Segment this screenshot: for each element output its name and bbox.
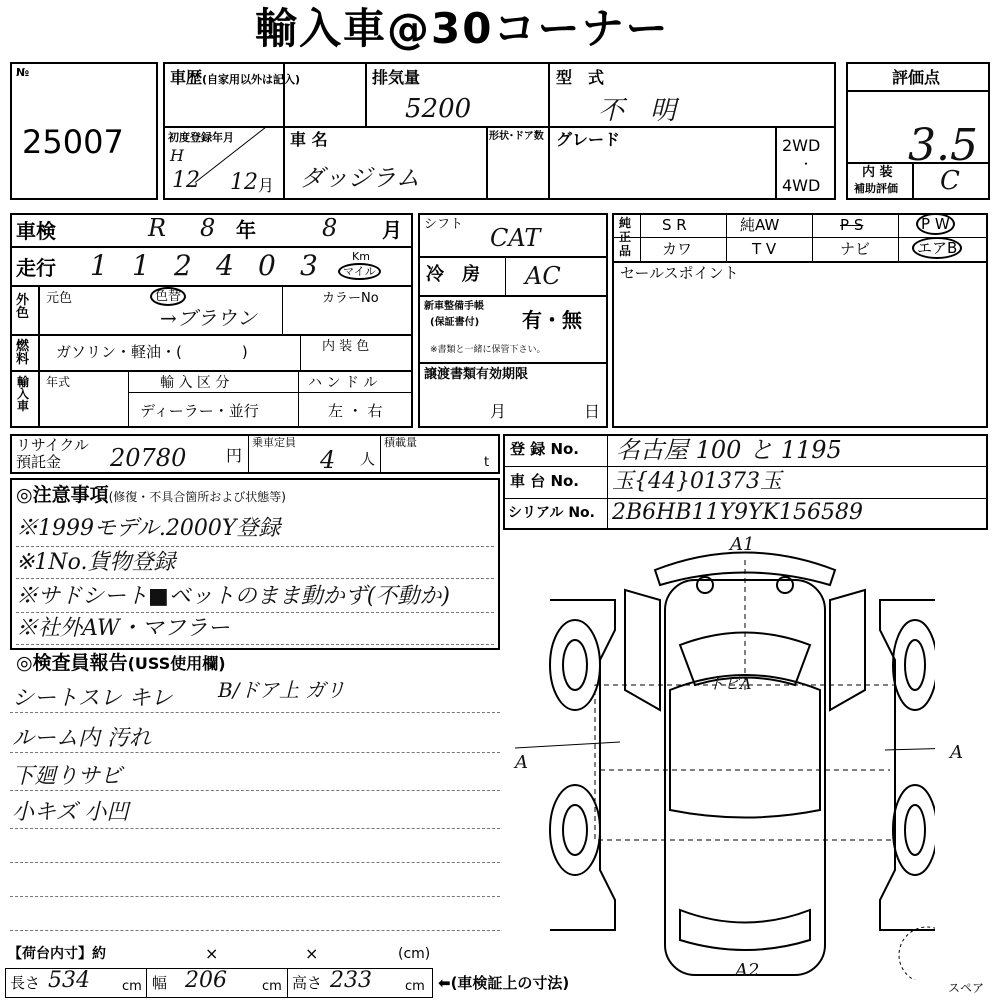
sales-point-label: セールスポイント [620, 264, 739, 282]
inspector-sub: (USS使用欄) [127, 654, 226, 673]
diagram-left-label: A [515, 752, 528, 773]
cargo-length-label: 長さ [10, 974, 41, 992]
manual-label1: 新車整備手帳 [424, 301, 484, 312]
equipment-tv: T V [752, 240, 777, 258]
history-label [170, 70, 300, 86]
equipment-sr: S R [662, 216, 687, 234]
lot-box [10, 62, 158, 200]
color-no-label: カラーNo [322, 291, 379, 306]
exterior-original: 元色 [46, 291, 73, 306]
drive-4wd: 4WD [782, 176, 821, 195]
mileage-digit: 1 [132, 249, 150, 282]
cargo-height-cm: cm [405, 979, 425, 994]
equipment-navi: ナビ [840, 240, 871, 258]
recycle-value: 20780 [110, 444, 187, 472]
note-line: ※1999モデル.2000Y登録 [16, 516, 281, 541]
manual-note: ※書類と一緒に保管下さい。 [430, 345, 546, 355]
inspection-label: 車検 [16, 219, 56, 243]
mileage-label: 走行 [16, 256, 56, 280]
handle-value: 左 ・ 右 [328, 402, 383, 420]
notes-title-text: ◎注意事項 [16, 484, 109, 506]
mileage-digit: 4 [216, 249, 234, 282]
equipment-ps: P S [840, 216, 864, 234]
grade-label: グレード [556, 130, 621, 149]
inspection-year: 8 [200, 214, 216, 242]
inspector-line: シートスレ キレ [12, 686, 173, 711]
note-line: ※サドシート■ベットのまま動かず(不動か) [16, 584, 450, 609]
diagram-front-label: A1 [730, 534, 755, 555]
inspection-month: 8 [322, 214, 338, 242]
car-name-value: ダッジラム [300, 164, 420, 192]
notes-sub: (修復・不具合箇所および状態等) [108, 490, 286, 504]
mileage-digit: 2 [174, 249, 192, 282]
equipment-airbag [912, 241, 962, 256]
load-unit: t [484, 455, 490, 470]
lot-no-label: № [16, 66, 30, 79]
inspection-era: R [148, 214, 167, 242]
diagram-spare-label: スペア [948, 981, 985, 995]
serial-label: シリアル No. [508, 505, 595, 521]
diagram-right-label: A [950, 742, 963, 763]
registration-value: 名古屋 100 と 1195 [616, 436, 842, 464]
cargo-width-cm: cm [262, 979, 282, 994]
body-doors-label: 形状･ドア数 [489, 131, 544, 142]
equipment-airbag-ring: エアB [912, 237, 962, 259]
cargo-length-cm: cm [122, 979, 142, 994]
drive-2wd: 2WD [782, 136, 821, 155]
interior-value: C [940, 166, 960, 196]
recycle-label2: 預託金 [16, 453, 62, 471]
shift-label: シフト [424, 217, 464, 232]
cargo-height: 233 [330, 968, 372, 993]
model-label: 型 式 [556, 68, 605, 87]
chassis-value: 玉{44}01373玉 [612, 469, 782, 494]
cargo-unit: (cm) [398, 946, 431, 962]
displacement-value: 5200 [405, 94, 472, 124]
interior-color-label: 内 装 色 [322, 339, 370, 354]
first-reg-month: 12 [230, 170, 258, 195]
cargo-width-label: 幅 [152, 974, 168, 992]
exterior-changed [150, 290, 186, 303]
cargo-x2: × [305, 944, 319, 963]
registration-label: 登 録 No. [510, 440, 580, 458]
history-note: (自家用以外は記入) [202, 73, 301, 86]
inspection-year-unit: 年 [236, 218, 256, 242]
chassis-label: 車 台 No. [510, 472, 580, 490]
interior-label: 内 装 [862, 165, 893, 180]
note-line: ※1No.貨物登録 [16, 550, 176, 575]
model-value: 不 明 [598, 96, 677, 126]
interior-sub: 補助評価 [854, 182, 898, 195]
inspector-title [16, 654, 226, 673]
first-reg-year: 12 [172, 168, 200, 193]
ac-label: 冷 房 [426, 264, 480, 285]
rating-value: 3.5 [908, 120, 978, 171]
import-year-label: 年式 [46, 375, 71, 389]
vehicle-diagram [505, 540, 935, 980]
note-line: ※社外AW・マフラー [16, 616, 230, 641]
rating-label: 評価点 [892, 68, 941, 87]
cargo-x1: × [205, 944, 219, 963]
manual-value: 有・無 [522, 308, 582, 332]
exterior-new-color: →ブラウン [160, 306, 257, 330]
notes-title [16, 486, 286, 505]
capacity-unit: 人 [360, 450, 376, 468]
inspector-line: ルーム内 汚れ [12, 726, 151, 751]
inspector-line: 下廻りサビ [12, 764, 123, 789]
handle-label: ハ ン ド ル [308, 375, 378, 391]
cargo-note: ⬅(車検証上の寸法) [438, 974, 570, 992]
history-label-text: 車歴 [170, 68, 203, 87]
lot-number: 25007 [22, 123, 124, 161]
inspection-month-unit: 月 [382, 218, 402, 242]
exterior-label: 外色 [16, 293, 30, 321]
equipment-pw [916, 217, 955, 232]
drive-sep: ・ [800, 157, 813, 171]
capacity-label: 乗車定員 [252, 436, 296, 449]
inspector-line: 小キズ 小凹 [12, 800, 129, 825]
docs-day: 日 [584, 402, 601, 421]
capacity-value: 4 [320, 446, 336, 474]
recycle-unit: 円 [226, 446, 243, 465]
exterior-changed-ring: 色替 [150, 287, 186, 306]
rating-box [846, 62, 990, 200]
fuel-options: ガソリン・軽油・( ) [56, 343, 248, 361]
mileage-digit: 3 [300, 249, 318, 282]
manual-label2: (保証書付) [430, 317, 480, 328]
mileage-unit-mile [338, 266, 381, 277]
first-reg-label: 初度登録年月 [168, 131, 234, 144]
recycle-label1: リサイクル [16, 436, 89, 454]
shift-value: CAT [490, 224, 541, 252]
mileage-unit-km: Km [352, 250, 370, 263]
mileage-digit: 1 [90, 249, 108, 282]
equipment-label: 純正品 [619, 216, 632, 258]
inspector-title-text: ◎検査員報告 [16, 652, 128, 674]
cargo-width: 206 [185, 968, 227, 993]
cargo-length: 534 [48, 968, 90, 993]
import-class-value: ディーラー・並行 [140, 402, 259, 420]
first-reg-month-unit: 月 [258, 176, 275, 195]
equipment-pw-ring: P W [916, 213, 955, 235]
mileage-digit: 0 [258, 249, 276, 282]
mileage-digits [80, 248, 330, 284]
docs-label: 譲渡書類有効期限 [424, 367, 529, 382]
load-label: 積載量 [384, 436, 417, 449]
import-label: 輸入車 [17, 375, 30, 413]
cargo-height-label: 高さ [292, 974, 323, 992]
fuel-label: 燃料 [16, 339, 30, 367]
inspector-side-note: B/ドア上 ガリ [218, 678, 346, 702]
displacement-label: 排気量 [372, 68, 421, 87]
serial-value: 2B6HB11Y9YK156589 [612, 500, 863, 525]
diagram-rear-label: A2 [735, 960, 760, 981]
equipment-leather: カワ [662, 240, 693, 258]
diagram-center-label: トビA [708, 674, 752, 693]
equipment-aw: 純AW [740, 216, 780, 234]
first-reg-era: H [170, 146, 184, 165]
import-class-label: 輸 入 区 分 [160, 375, 230, 391]
mileage-unit-mile-ring: マイル [338, 263, 381, 280]
ac-value: AC [525, 262, 561, 290]
page-title: 輸入車@30コーナー [255, 4, 670, 53]
car-name-label: 車 名 [290, 130, 328, 149]
docs-month: 月 [490, 402, 507, 421]
cargo-label: 【荷台内寸】約 [8, 946, 106, 962]
